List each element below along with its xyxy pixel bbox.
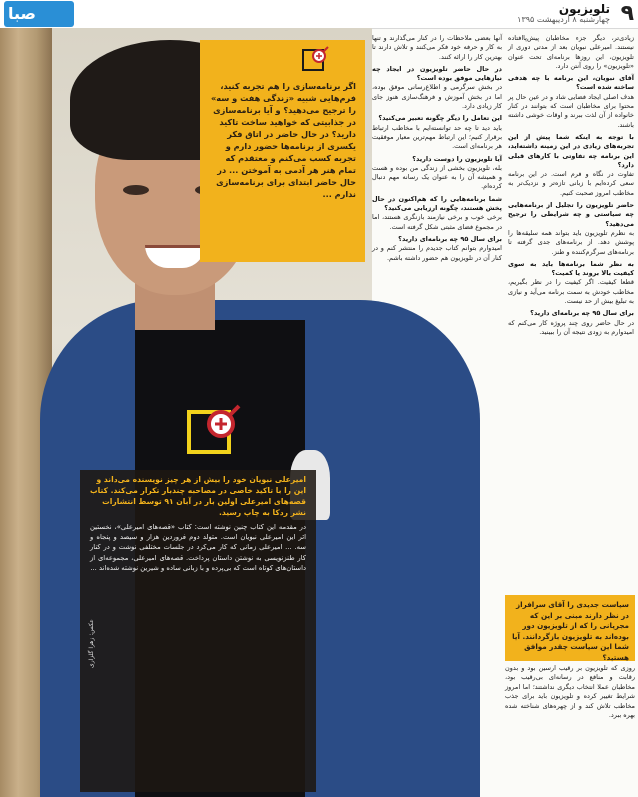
interview-paragraph: بله، تلویزیون بخشی از زندگی من بوده و هست و همیشه آن را به عنوان یک رسانه مهم دنبال کرده‌ام. xyxy=(372,163,502,191)
interview-paragraph: آنها بعضی ملاحظات را در کنار می‌گذارند و تنها به کار و حرفه خود فکر می‌کنند و تلاش دارند تا بهترین کار را ارائه کنند. xyxy=(372,34,502,61)
excerpt-body: در مقدمه این کتاب چنین نوشته است: کتاب «قصه‌های امیرعلی»، نخستین اثر این امیرعلی نبویان است. متولد دوم فروردین هزار و سیصد و پنجاه و سه. ... امیرعلی زمانی که کار می‌کرد در جلسات مختلفی نوشت و در کنار کار طنزنویسی به نوشتن داستان پرداخت. قصه‌های امیرعلی، مجموعه‌ای از داستان‌های کوتاه است که بی‌پرده و با زبانی ساده و شیرین نوشته شده‌اند ... xyxy=(90,523,306,572)
issue-date: چهارشنبه ۸ اردیبهشت ۱۳۹۵ xyxy=(517,15,610,24)
book-excerpt-box xyxy=(80,470,316,792)
article-column-bottom: روزی که تلویزیون بر رقیب ارسین بود و بدون رقابت و منافع در رسانه‌ای بی‌رقیب بود، مخاطبان عملا انتخاب دیگری نداشتند؛ اما امروز شرایط تغییر کرده و تلویزیون باید برای جذب مخاطب تلاش کند و از چهره‌های شناخته شده بهره ببرد. xyxy=(505,664,635,720)
interview-paragraph: در حال حاضر روی چند پروژه کار می‌کنم که امیدوارم به زودی نتیجه آن را ببینید. xyxy=(508,318,634,336)
interview-paragraph: باید دید تا چه حد توانسته‌ایم با مخاطب ارتباط برقرار کنیم؛ این ارتباط مهم‌ترین معیار موفقیت هر برنامه‌ای است. xyxy=(372,123,502,151)
interview-paragraph: برخی خوب و برخی نیازمند بازنگری هستند، اما در مجموع فضای مثبتی شکل گرفته است. xyxy=(372,213,502,231)
interview-question: برای سال ۹۵ چه برنامه‌ای دارید؟ xyxy=(530,309,634,318)
interview-paragraph: قطعا کیفیت. اگر کیفیت را در نظر بگیریم، مخاطب خودش به سمت برنامه می‌آید و نیازی به تبلیغ بیش از حد نیست. xyxy=(508,278,634,306)
interview-paragraph: امیدوارم بتوانم کتاب جدیدم را منتشر کنم و در کنار آن در تلویزیون هم حضور داشته باشم. xyxy=(372,244,502,262)
highlight-question-box xyxy=(505,595,635,661)
interview-question: آیا تلویزیون را دوست دارید؟ xyxy=(412,154,502,163)
interview-question: به نظر شما برنامه‌ها باید به سوی کیفیت بالا بروند یا کمیت؟ xyxy=(508,259,634,278)
interview-paragraph: در بخش سرگرمی و اطلاع‌رسانی موفق بوده، اما در بخش آموزش و فرهنگ‌سازی هنوز جای کار زیادی دارد. xyxy=(372,83,502,111)
page-number: ۹ xyxy=(620,1,634,26)
interview-paragraph: تفاوت در نگاه و فرم است. در این برنامه سعی کرده‌ایم با زبانی تازه‌تر و نزدیک‌تر به مخاطب امروز صحبت کنیم. xyxy=(508,170,634,197)
interview-question: برای سال ۹۵ چه برنامه‌ای دارید؟ xyxy=(398,234,502,243)
section-title: تلویزیون xyxy=(558,2,610,16)
interview-question: آقای نبویان، این برنامه با چه هدفی ساخته شده است؟ xyxy=(508,74,634,92)
pull-quote-box xyxy=(200,40,365,262)
interview-question: این تعامل را دیگر چگونه تعبیر می‌کنید؟ xyxy=(378,114,502,123)
page-header xyxy=(0,0,638,29)
photo-credit: عکس: زهرا گلزاری xyxy=(88,619,95,668)
magnifier-plus-icon xyxy=(185,400,245,460)
interview-question: حاضر تلویزیون را تجلیل از برنامه‌هایی چه سیاستی و چه شرایطی را ترجیح می‌دهید؟ xyxy=(508,201,634,228)
interview-question: در حال حاضر تلویزیون در ایجاد چه نیازهایی موفق بوده است؟ xyxy=(372,64,502,83)
interview-question: شما برنامه‌هایی را که هم‌اکنون در حال پخش هستند، چگونه ارزیابی می‌کنید؟ xyxy=(372,194,502,213)
highlight-question-text: سیاست جدیدی را آقای سرافراز در نظر دارند مبنی بر این که مجریانی را که از تلویزیون دور بوده‌اند به تلویزیون بازگردانند. آیا شما این سیاست چقدر موافق هستید؟ xyxy=(512,600,629,662)
interview-paragraph: به نظرم تلویزیون باید بتواند همه سلیقه‌ها را پوشش دهد. از برنامه‌های جدی گرفته تا برنامه‌های سرگرم‌کننده و طنز. xyxy=(508,228,634,256)
publication-logo xyxy=(4,1,90,27)
interview-paragraph: هدف اصلی ایجاد فضایی شاد و در عین حال پر محتوا برای مخاطبان است که بتوانند در کنار خانواده از آن لذت ببرند و اوقات خوشی داشته باشند. xyxy=(508,92,634,129)
left-eye xyxy=(123,185,149,195)
interview-question: با توجه به اینکه شما پیش از این تجربه‌های زیادی در این زمینه داشته‌اید، این برنامه چه تفاوتی با کارهای قبلی دارد؟ xyxy=(508,132,634,169)
magnifier-plus-icon xyxy=(301,44,331,74)
article-column-middle xyxy=(372,34,502,263)
smile xyxy=(145,245,205,268)
pull-quote-text: اگر برنامه‌سازی را هم تجربه کنید، فرم‌هایی شبیه «زندگی هفت و سه» را ترجیح می‌دهید؟ و آیا برنامه‌سازی در جذابیتی که خواهید ساخت تاکید دارید؟ در حال حاضر در اتاق فکر یکسری از برنامه‌ها حضور دارم و تجربه کسب می‌کنم و معتقدم که تمام هنر هر آدمی به آموختن ... در حال حاضر ابتدای برای برنامه‌سازی ندارم ... xyxy=(210,81,356,199)
logo-text: صبا xyxy=(8,4,36,23)
article-column-right xyxy=(508,34,634,337)
excerpt-lead: امیرعلی نبویان خود را بیش از هر چیز نویسنده می‌داند و این را با تاکید خاصی در مصاحبه چندبار تکرار می‌کند. کتاب قصه‌های امیرعلی اولین بار در آبان ۹۱ توسط انتشارات نشر ردکا به چاپ رسید. xyxy=(89,475,306,517)
interview-paragraph: زیادی‌تر، دیگر جزء مخاطبان پیش‌پاافتاده نیستند. امیرعلی نبویان بعد از مدتی دوری از تلویزیون، این روزها برنامه‌ای تحت عنوان «تلویزیون» را روی آنتن دارد. xyxy=(508,34,634,70)
